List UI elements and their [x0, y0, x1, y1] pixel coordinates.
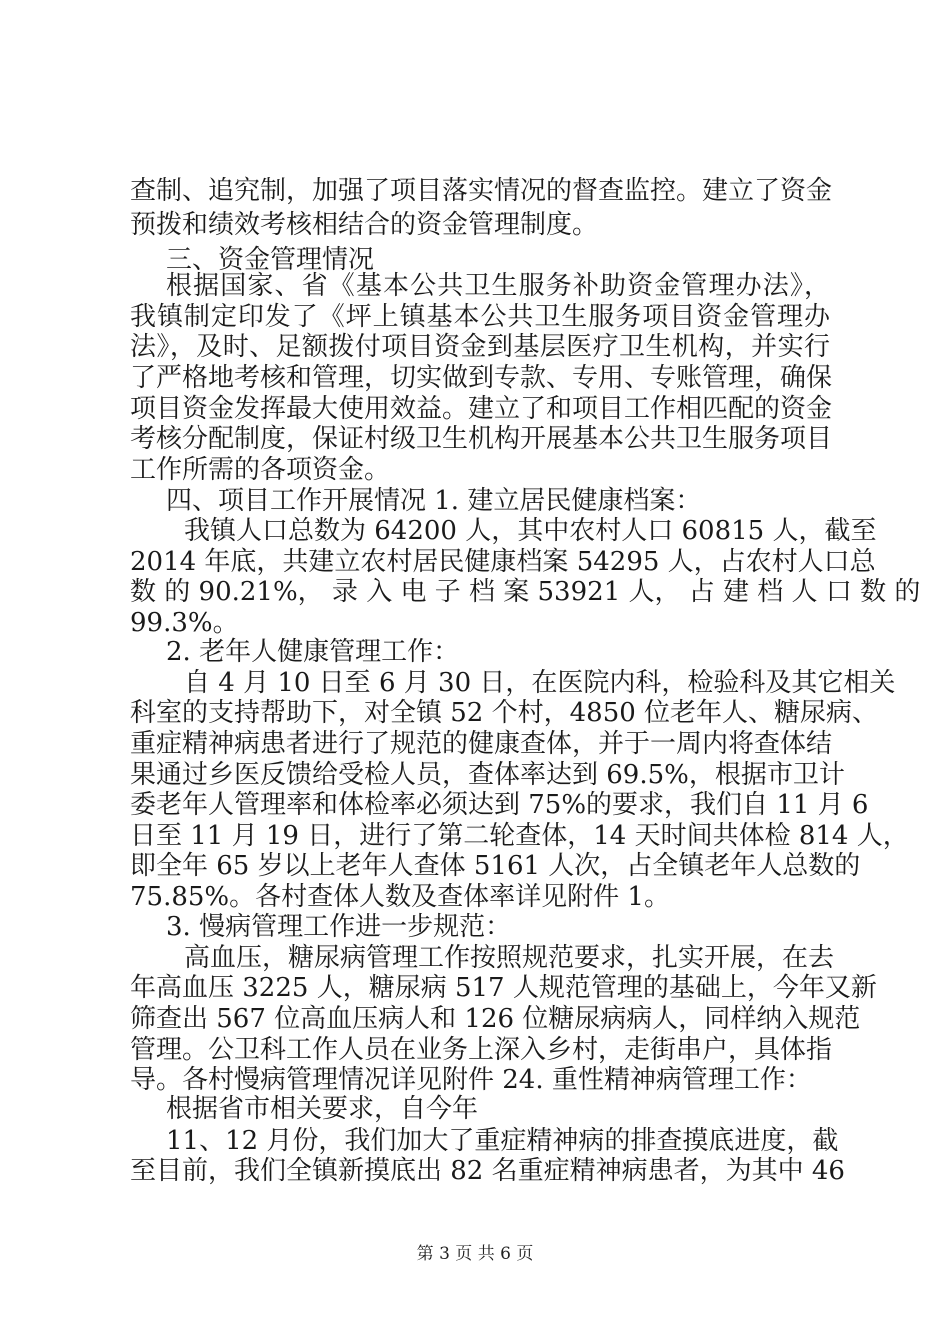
text-line: 数 的 90.21%， 录 入 电 子 档 案 53921 人， 占 建 档 人 口 数 的	[130, 577, 921, 607]
section-heading: 2. 老年人健康管理工作：	[166, 637, 460, 667]
text-line: 11、12 月份，我们加大了重症精神病的排查摸底进度，截	[166, 1126, 839, 1156]
text-line: 自 4 月 10 日至 6 月 30 日，在医院内科，检验科及其它相关	[184, 668, 896, 698]
text-line: 重症精神病患者进行了规范的健康查体，并于一周内将查体结	[130, 729, 833, 759]
text-line: 根据国家、省《基本公共卫生服务补助资金管理办法》，	[166, 271, 830, 301]
text-line: 果通过乡医反馈给受检人员，查体率达到 69.5%，根据市卫计	[130, 760, 845, 790]
text-line: 年高血压 3225 人，糖尿病 517 人规范管理的基础上，今年又新	[130, 973, 877, 1003]
page-footer: 第 3 页 共 6 页	[416, 1244, 534, 1264]
text-line: 法》，及时、足额拨付项目资金到基层医疗卫生机构，并实行	[130, 332, 830, 362]
text-line: 筛查出 567 位高血压病人和 126 位糖尿病病人，同样纳入规范	[130, 1004, 861, 1034]
text-line: 75.85%。各村查体人数及查体率详见附件 1。	[130, 882, 670, 912]
text-line: 即全年 65 岁以上老年人查体 5161 人次，占全镇老年人总数的	[130, 851, 861, 881]
text-line: 工作所需的各项资金。	[130, 455, 391, 485]
text-line: 了严格地考核和管理，切实做到专款、专用、专账管理，确保	[130, 363, 833, 393]
section-heading: 3. 慢病管理工作进一步规范：	[166, 912, 512, 942]
text-line: 项目资金发挥最大使用效益。建立了和项目工作相匹配的资金	[130, 394, 833, 424]
text-line: 至目前，我们全镇新摸底出 82 名重症精神病患者，为其中 46	[130, 1156, 845, 1186]
text-line: 预拨和绩效考核相结合的资金管理制度。	[130, 210, 599, 240]
text-line: 考核分配制度，保证村级卫生机构开展基本公共卫生服务项目	[130, 424, 833, 454]
text-line: 科室的支持帮助下，对全镇 52 个村，4850 位老年人、糖尿病、	[130, 698, 879, 728]
text-line: 查制、追究制，加强了项目落实情况的督查监控。建立了资金	[130, 176, 833, 206]
text-line: 委老年人管理率和体检率必须达到 75%的要求，我们自 11 月 6	[130, 790, 869, 820]
section-heading: 三、资金管理情况	[166, 245, 375, 275]
text-line: 日至 11 月 19 日，进行了第二轮查体，14 天时间共体检 814 人，	[130, 821, 909, 851]
section-heading: 四、项目工作开展情况 1. 建立居民健康档案：	[166, 486, 702, 516]
text-line: 导。各村慢病管理情况详见附件 24. 重性精神病管理工作：	[130, 1065, 812, 1095]
text-line: 我镇制定印发了《坪上镇基本公共卫生服务项目资金管理办	[130, 302, 830, 332]
text-line: 2014 年底，共建立农村居民健康档案 54295 人，占农村人口总	[130, 547, 876, 577]
text-line: 根据省市相关要求，自今年	[166, 1094, 479, 1124]
text-line: 我镇人口总数为 64200 人，其中农村人口 60815 人，截至	[184, 516, 877, 546]
text-line: 管理。公卫科工作人员在业务上深入乡村，走街串户，具体指	[130, 1035, 833, 1065]
text-line: 99.3%。	[130, 608, 239, 638]
text-line: 高血压，糖尿病管理工作按照规范要求，扎实开展，在去	[184, 943, 835, 973]
